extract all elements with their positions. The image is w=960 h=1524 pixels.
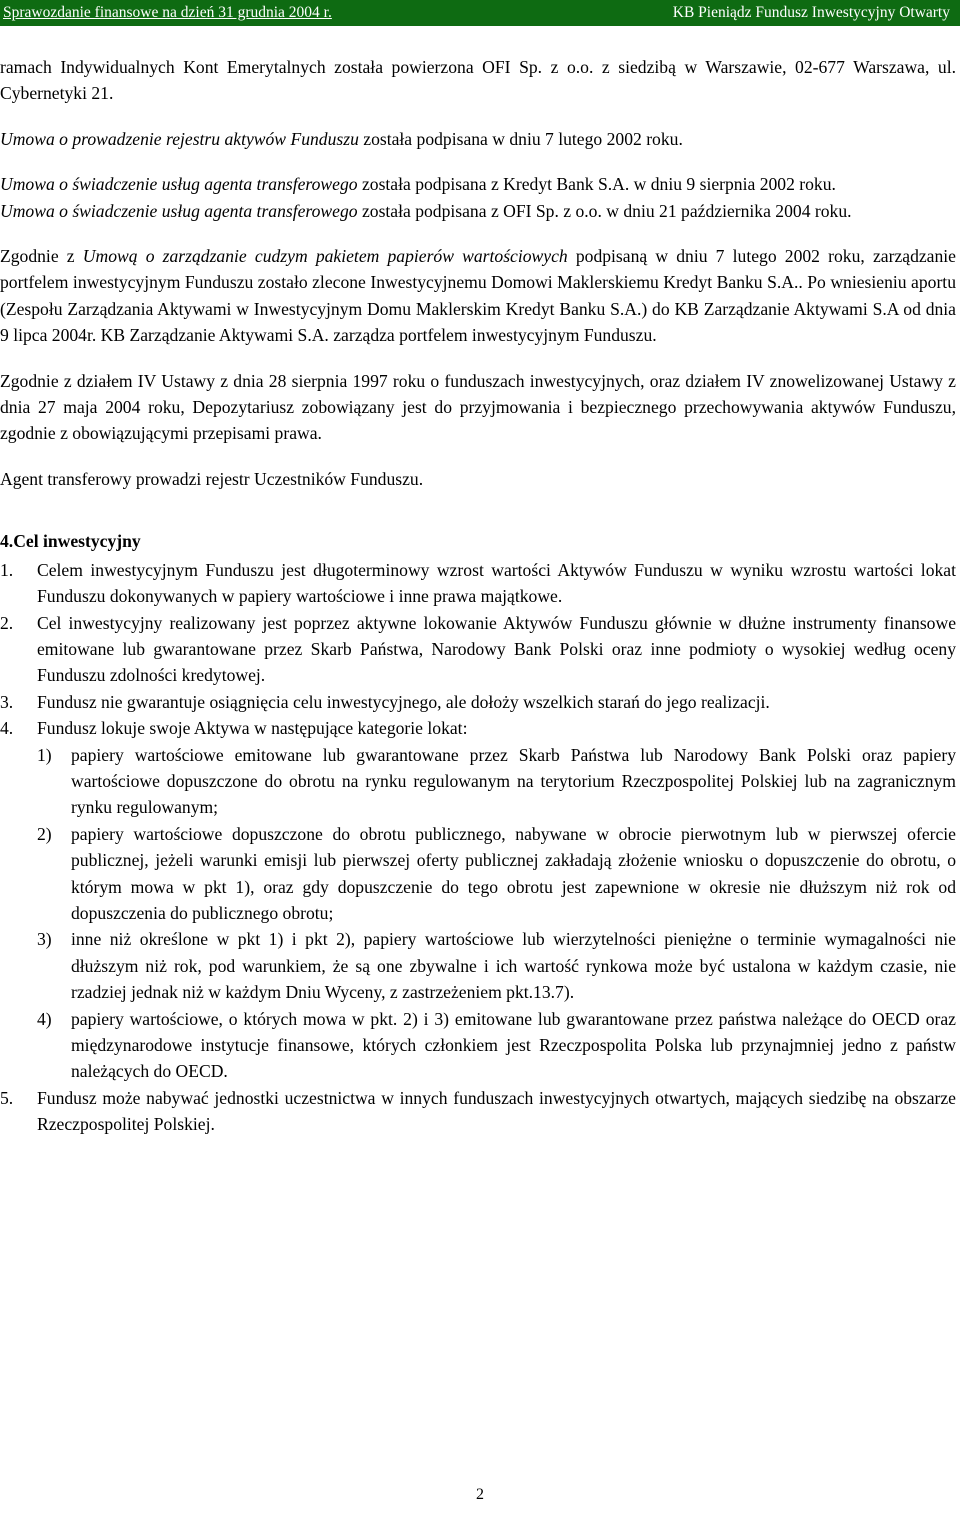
paragraph-transfer-agent-agreement-1 — [0, 171, 956, 197]
list-item — [0, 1085, 956, 1138]
list-text: Fundusz lokuje swoje Aktywa w następujące kategorie lokat: — [37, 718, 468, 739]
list-item — [0, 557, 956, 610]
agreement-text: została podpisana z OFI Sp. z o.o. w dniu 21 października 2004 roku. — [357, 200, 852, 221]
list-item — [0, 689, 956, 715]
sub-list-number: 2) — [37, 823, 52, 844]
list-item — [0, 610, 956, 689]
list-text: Celem inwestycyjnym Funduszu jest długoterminowy wzrost wartości Aktywów Funduszu w wyniku wzrostu wartości lokat Funduszu dokonywanych w papiery wartościowe i inne prawa majątkowe. — [37, 559, 956, 607]
page-header — [0, 0, 960, 26]
text-fragment: Zgodnie z — [0, 246, 83, 267]
section-heading: 4.Cel inwestycyjny — [0, 531, 141, 552]
agreement-title: Umową o zarządzanie cudzym pakietem papierów wartościowych — [82, 246, 568, 267]
sub-list-item — [0, 926, 956, 1005]
document-body — [0, 54, 956, 1138]
paragraph-ike: ramach Indywidualnych Kont Emerytalnych została powierzona OFI Sp. z o.o. z siedzibą w Warszawie, 02-677 Warszawa, ul. Cybernetyki 21. — [0, 57, 956, 104]
agreement-title: Umowa o świadczenie usług agenta transferowego — [0, 174, 358, 195]
agreement-title: Umowa o świadczenie usług agenta transferowego — [0, 200, 358, 221]
text-fragment: podpisaną w dniu 7 lutego 2002 roku, zarządzanie portfelem inwestycyjnym Funduszu zostało zlecone Inwestycyjnemu Domowi Maklerskiemu Kredyt Banku S.A.. Po wniesieniu aportu (Zespołu Zarządzania Aktywami w Inwestycyjnym Domu Maklerskim Kredyt Banku S.A.) do KB Zarządzanie Aktywami S.A od dnia 9 lipca 2004r. KB Zarządzanie Aktywami S.A. zarządza portfelem inwestycyjnym Funduszu. — [0, 246, 956, 346]
list-number: 3. — [0, 691, 14, 712]
sub-list-text: papiery wartościowe emitowane lub gwarantowane przez Skarb Państwa lub Narodowy Bank Polski oraz papiery wartościowe dopuszczone do obrotu na rynku regulowanym na terytorium Rzeczpospolitej Polskiej lub na zagranicznym rynku regulowanym; — [71, 744, 956, 818]
sub-list-text: papiery wartościowe, o których mowa w pkt. 2) i 3) emitowane lub gwarantowane przez państwa należące do OECD oraz międzynarodowe instytucje finansowe, których członkiem jest Rzeczpospolita Polska lub przynajmniej jedno z państw należących do OECD. — [71, 1008, 956, 1082]
agreement-text: została podpisana w dniu 7 lutego 2002 roku. — [358, 128, 683, 149]
sub-list-number: 3) — [37, 929, 52, 950]
sub-list-text: papiery wartościowe dopuszczone do obrotu publicznego, nabywane w obrocie pierwotnym lub w pierwszej ofercie publicznej, jeżeli warunki emisji lub pierwszej oferty publicznej zakładają złożenie wniosku o dopuszczenie do obrotu, o którym mowa w pkt 1), oraz gdy dopuszczenie do tego obrotu jest zapewnione w okresie nie dłuższym niż rok od dopuszczenia do publicznego obrotu; — [71, 823, 956, 923]
sub-list-number: 4) — [37, 1008, 52, 1029]
sub-list-item — [0, 821, 956, 927]
sub-list-text: inne niż określone w pkt 1) i pkt 2), papiery wartościowe lub wierzytelności pieniężne o terminie wymagalności nie dłuższym niż rok, pod warunkiem, że są one zbywalne i ich wartość rynkowa może być ustalona w każdym czasie, nie rzadziej jednak niż w każdym Dniu Wyceny, z zastrzeżeniem pkt.13.7). — [71, 929, 956, 1003]
paragraph-depositary: Zgodnie z działem IV Ustawy z dnia 28 sierpnia 1997 roku o funduszach inwestycyjnych, oraz działem IV znowelizowanej Ustawy z dnia 27 maja 2004 roku, Depozytariusz zobowiązany jest do przyjmowania i bezpiecznego przechowywania aktywów Funduszu, zgodnie z obowiązującymi przepisami prawa. — [0, 370, 956, 444]
paragraph-transfer-agent: Agent transferowy prowadzi rejestr Uczestników Funduszu. — [0, 468, 424, 489]
list-text: Fundusz może nabywać jednostki uczestnictwa w innych funduszach inwestycyjnych otwartych, mających siedzibę na obszarze Rzeczpospolitej Polskiej. — [37, 1087, 956, 1135]
list-item — [0, 715, 956, 741]
sub-list-number: 1) — [37, 744, 52, 765]
list-number: 4. — [0, 718, 14, 739]
sub-list-item — [0, 742, 956, 821]
list-number: 1. — [0, 559, 14, 580]
agreement-text: została podpisana z Kredyt Bank S.A. w dniu 9 sierpnia 2002 roku. — [357, 174, 836, 195]
paragraph-portfolio-management — [0, 243, 956, 349]
sub-list-item — [0, 1006, 956, 1085]
list-number: 2. — [0, 612, 14, 633]
paragraph-register-agreement — [0, 126, 956, 152]
header-fund-name: KB Pieniądz Fundusz Inwestycyjny Otwarty — [672, 4, 950, 21]
list-text: Cel inwestycyjny realizowany jest poprzez aktywne lokowanie Aktywów Funduszu głównie w dłużne instrumenty finansowe emitowane lub gwarantowane przez Skarb Państwa, Narodowy Bank Polski oraz inne podmioty o wysokiej według oceny Funduszu zdolności kredytowej. — [37, 612, 956, 686]
header-document-title[interactable]: Sprawozdanie finansowe na dzień 31 grudnia 2004 r. — [3, 4, 332, 21]
list-text: Fundusz nie gwarantuje osiągnięcia celu inwestycyjnego, ale dołoży wszelkich starań do jego realizacji. — [37, 691, 770, 712]
agreement-title: Umowa o prowadzenie rejestru aktywów Funduszu — [0, 128, 359, 149]
paragraph-transfer-agent-agreement-2 — [0, 198, 956, 224]
page-number: 2 — [476, 1486, 484, 1503]
list-number: 5. — [0, 1087, 14, 1108]
